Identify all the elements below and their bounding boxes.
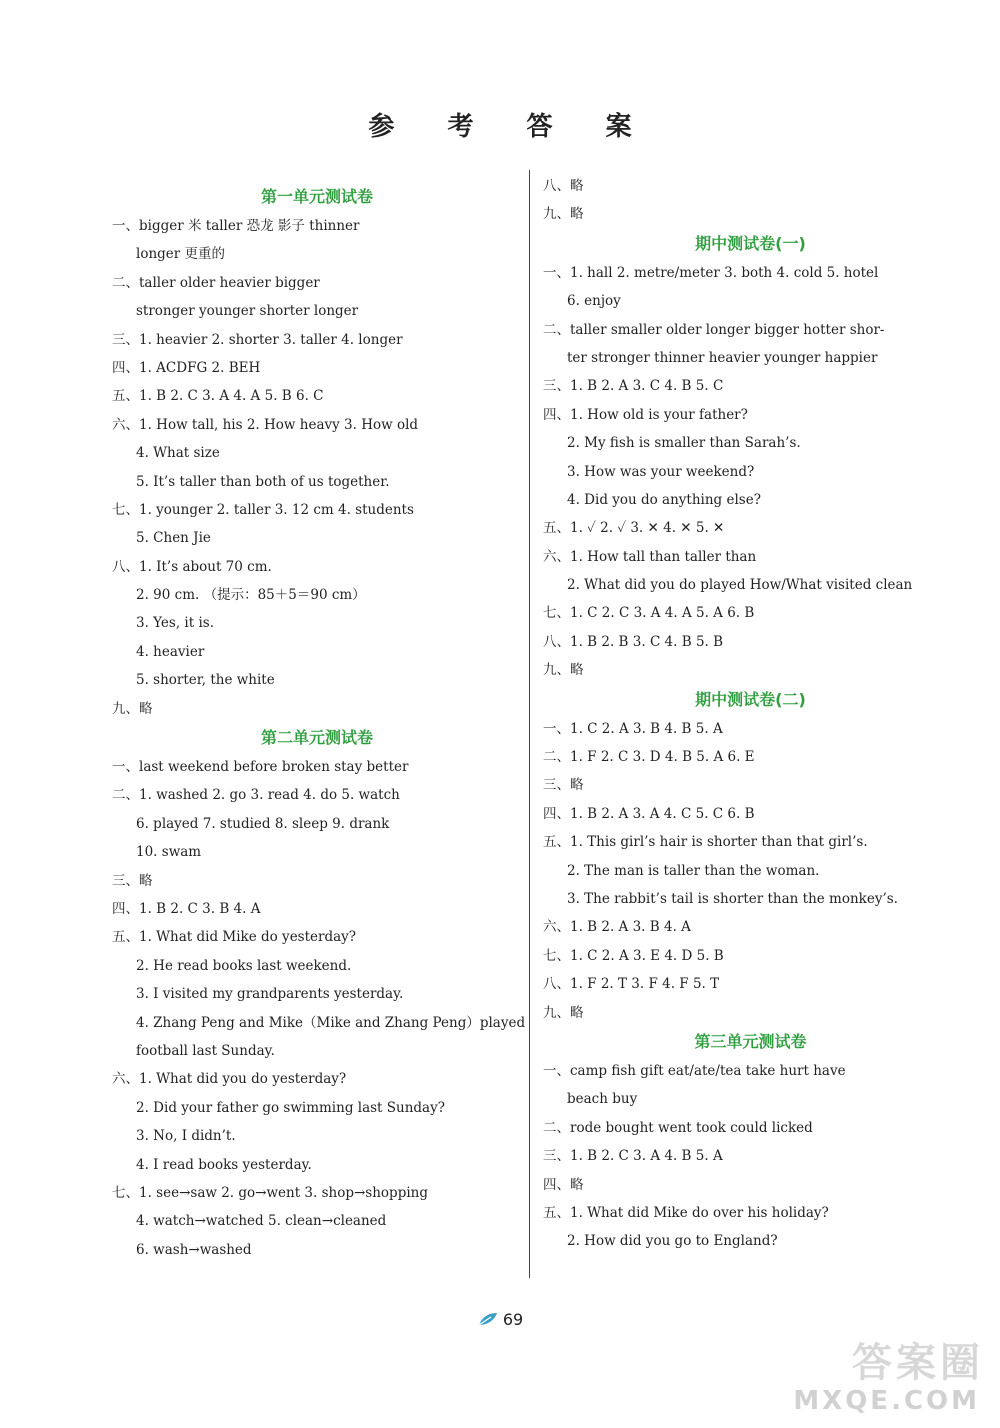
answer-line: 八、1. It’s about 70 cm. [112, 558, 272, 575]
answer-line: 三、1. B 2. C 3. A 4. B 5. A [543, 1148, 723, 1165]
answer-line: 六、1. What did you do yesterday? [112, 1071, 347, 1088]
answer-line: 3. Yes, it is. [136, 615, 214, 632]
answer-line: 四、1. How old is your father? [543, 406, 748, 423]
answer-line: 九、略 [112, 700, 153, 717]
answer-line: 四、略 [543, 1176, 584, 1193]
page-footer [0, 1310, 1000, 1329]
page-title: 参 考 答 案 [368, 112, 654, 142]
answer-line: 6. wash→washed [136, 1241, 252, 1258]
leaf-icon [477, 1311, 499, 1327]
answer-line: ter stronger thinner heavier younger happier [567, 349, 878, 366]
section-heading: 期中测试卷(二) [695, 689, 806, 709]
answer-line: 4. watch→watched 5. clean→cleaned [136, 1213, 387, 1230]
answer-line: 2. My fish is smaller than Sarah’s. [567, 435, 801, 452]
answer-line: 二、1. washed 2. go 3. read 4. do 5. watch [112, 787, 400, 804]
answer-line: 二、rode bought went took could licked [543, 1119, 813, 1136]
answer-line: 3. No, I didn’t. [136, 1128, 236, 1145]
answer-line: 5. Chen Jie [136, 530, 211, 547]
answer-line: 3. How was your weekend? [567, 463, 755, 480]
answer-line: 八、1. B 2. B 3. C 4. B 5. B [543, 633, 724, 650]
answer-line: 五、1. What did Mike do yesterday? [112, 929, 357, 946]
answer-line: 七、1. C 2. A 3. E 4. D 5. B [543, 947, 724, 964]
section-heading: 第一单元测试卷 [260, 187, 373, 206]
answer-line: 六、1. How tall than taller than [543, 548, 757, 565]
answer-line: 2. Did your father go swimming last Sunday? [136, 1099, 445, 1116]
answer-line: 3. The rabbit’s tail is shorter than the monkey’s. [567, 890, 898, 907]
answer-line: 三、略 [543, 777, 584, 794]
answer-line: 六、1. B 2. A 3. B 4. A [543, 919, 691, 936]
answer-line: 2. The man is taller than the woman. [567, 862, 820, 879]
answer-line: 6. played 7. studied 8. sleep 9. drank [136, 815, 390, 832]
answer-line: football last Sunday. [136, 1042, 275, 1059]
answer-line: 5. shorter, the white [136, 672, 275, 689]
answer-line: 四、1. ACDFG 2. BEH [112, 359, 261, 376]
answer-line: 4. heavier [136, 643, 205, 660]
answer-line: 三、略 [112, 872, 153, 889]
left-column [112, 182, 526, 1264]
answer-line: 5. It’s taller than both of us together. [136, 473, 390, 490]
answer-line: 3. I visited my grandparents yesterday. [136, 986, 404, 1003]
answer-line: 三、1. heavier 2. shorter 3. taller 4. longer [112, 331, 403, 348]
answer-line: 2. What did you do played How/What visited clean [567, 577, 913, 594]
answer-line: 6. enjoy [567, 293, 621, 310]
answer-line: 八、略 [543, 178, 584, 194]
answer-line: 五、1. ✓ 2. ✓ 3. ✕ 4. ✕ 5. ✕ [543, 520, 725, 537]
answer-line: 2. He read books last weekend. [136, 957, 352, 974]
watermark-sub: MXQE.COM [793, 1386, 980, 1416]
answer-line: 二、1. F 2. C 3. D 4. B 5. A 6. E [543, 749, 755, 766]
watermark-main: 答案圈 [852, 1340, 984, 1386]
answer-line: 一、last weekend before broken stay better [112, 759, 409, 776]
answer-line: 八、1. F 2. T 3. F 4. F 5. T [543, 976, 720, 993]
answer-line: 一、bigger 米 taller 恐龙 影子 thinner [112, 218, 360, 234]
answer-line: 四、1. B 2. C 3. B 4. A [112, 900, 261, 917]
answer-line: 一、1. C 2. A 3. B 4. B 5. A [543, 720, 723, 737]
answer-line: 三、1. B 2. A 3. C 4. B 5. C [543, 378, 724, 395]
answer-line: 4. What size [136, 445, 220, 462]
answer-line: 4. Zhang Peng and Mike（Mike and Zhang Peng）played [136, 1014, 526, 1031]
answer-line: 七、1. younger 2. taller 3. 12 cm 4. students [112, 501, 414, 518]
answer-line: 五、1. What did Mike do over his holiday? [543, 1204, 829, 1221]
answer-line: longer 更重的 [136, 246, 226, 263]
section-heading: 期中测试卷(一) [695, 233, 806, 253]
answer-line: beach buy [567, 1091, 638, 1108]
answer-line: 九、略 [543, 662, 584, 679]
answer-line: 二、taller older heavier bigger [112, 274, 320, 291]
page-number: 69 [502, 1310, 524, 1329]
answer-line: 一、1. hall 2. metre/meter 3. both 4. cold 5. hotel [543, 264, 879, 281]
answer-line: 七、1. C 2. C 3. A 4. A 5. A 6. B [543, 605, 755, 622]
answer-line: 2. How did you go to England? [567, 1233, 778, 1250]
section-heading: 第二单元测试卷 [260, 728, 373, 748]
answer-line: 六、1. How tall, his 2. How heavy 3. How old [112, 416, 419, 433]
watermark [754, 1342, 994, 1422]
answer-line: 一、camp fish gift eat/ate/tea take hurt have [543, 1062, 846, 1079]
answer-line: 五、1. This girl’s hair is shorter than that girl’s. [543, 834, 868, 851]
answer-line: 九、略 [543, 1004, 584, 1021]
answer-line: 4. I read books yesterday. [136, 1156, 312, 1173]
answer-line: 二、taller smaller older longer bigger hotter shor- [543, 321, 885, 338]
answer-line: 七、1. see→saw 2. go→went 3. shop→shopping [112, 1184, 428, 1201]
answer-line: 10. swam [136, 844, 202, 861]
column-divider [529, 170, 530, 1278]
right-column [543, 172, 958, 1256]
answer-line: stronger younger shorter longer [136, 303, 359, 320]
answer-line: 九、略 [543, 206, 584, 223]
answer-line: 4. Did you do anything else? [567, 491, 761, 508]
answer-line: 四、1. B 2. A 3. A 4. C 5. C 6. B [543, 805, 755, 822]
answer-line: 2. 90 cm. （提示：85＋5＝90 cm） [136, 587, 366, 604]
answer-line: 五、1. B 2. C 3. A 4. A 5. B 6. C [112, 388, 324, 405]
section-heading: 第三单元测试卷 [694, 1031, 807, 1051]
